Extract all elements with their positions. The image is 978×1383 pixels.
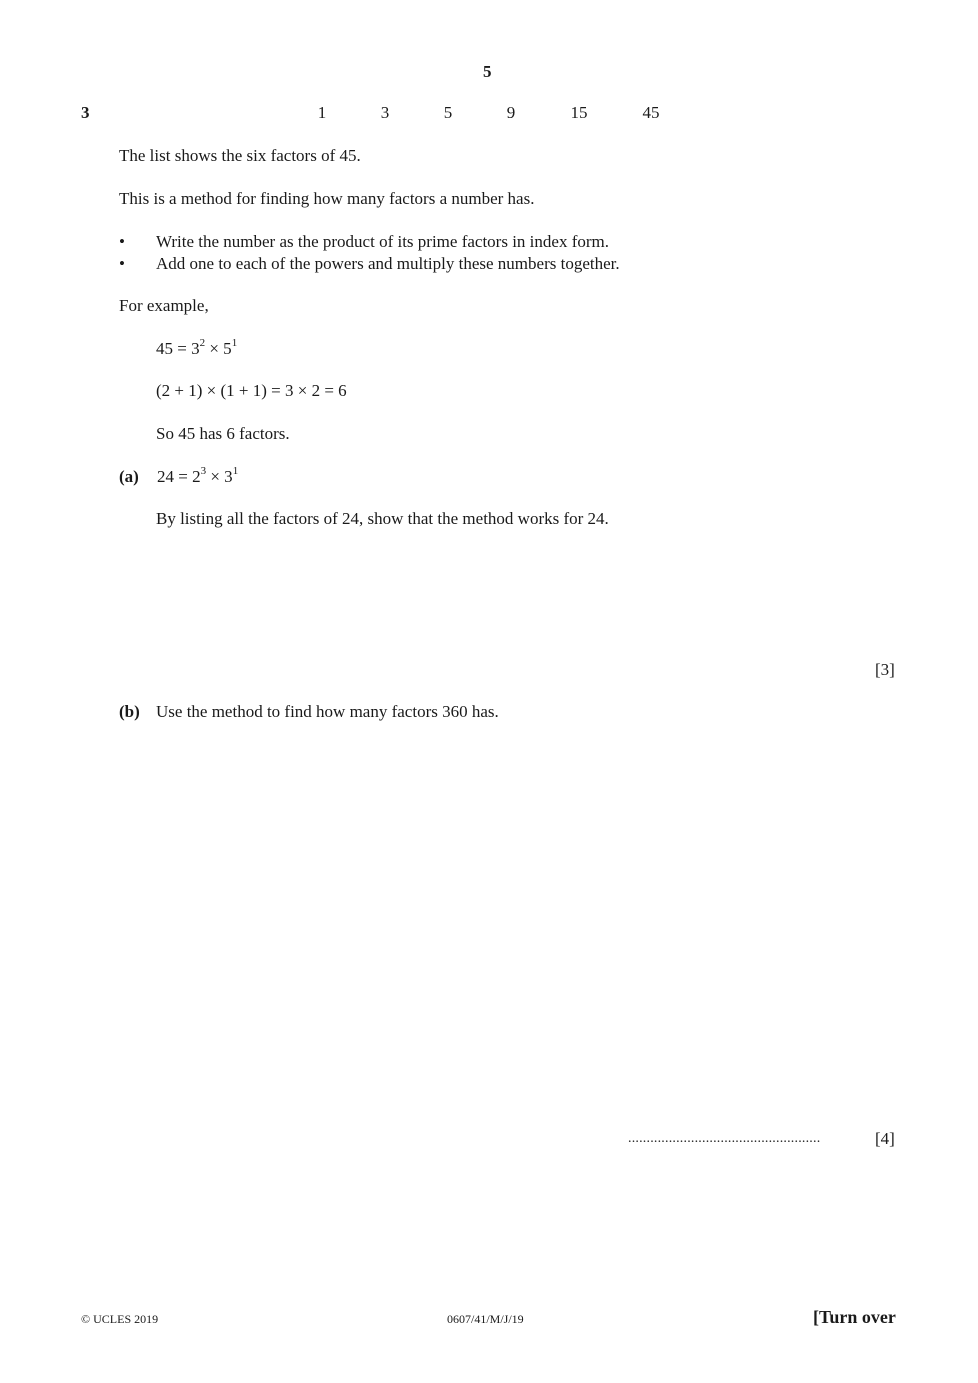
example-equation (156, 339, 237, 359)
method-intro-text: This is a method for finding how many factors a number has. (119, 189, 535, 208)
part-a-equation (157, 467, 238, 487)
exponent: 1 (231, 337, 238, 350)
page-number: 5 (483, 62, 492, 81)
factor-item: 9 (506, 103, 516, 122)
bullet-marker: • (119, 232, 125, 251)
example-calculation: (2 + 1) × (1 + 1) = 3 × 2 = 6 (156, 381, 347, 400)
footer-turn-over: [Turn over (813, 1307, 896, 1327)
question-number: 3 (81, 103, 90, 122)
factor-item: 3 (380, 103, 390, 122)
factor-item: 15 (570, 103, 588, 122)
exponent: 1 (232, 465, 239, 478)
part-a-answer-space[interactable] (119, 535, 879, 650)
factor-item: 1 (317, 103, 327, 122)
part-a-instruction: By listing all the factors of 24, show that the method works for 24. (156, 509, 609, 528)
equation-text: 24 = 2 (157, 467, 201, 486)
part-b-label: (b) (119, 702, 140, 721)
equation-text: × 3 (206, 467, 233, 486)
exponent: 2 (199, 337, 206, 350)
part-b-instruction: Use the method to find how many factors 360 has. (156, 702, 499, 721)
exponent: 3 (200, 465, 207, 478)
part-b-working-space[interactable] (119, 730, 879, 1120)
part-a-label: (a) (119, 467, 139, 486)
part-a-marks: [3] (875, 660, 895, 679)
factor-item: 5 (443, 103, 453, 122)
bullet-item: Write the number as the product of its prime factors in index form. (156, 232, 609, 251)
factor-item: 45 (642, 103, 660, 122)
intro-text: The list shows the six factors of 45. (119, 146, 361, 165)
example-conclusion: So 45 has 6 factors. (156, 424, 290, 443)
equation-text: × 5 (205, 339, 232, 358)
bullet-marker: • (119, 254, 125, 273)
footer-paper-code: 0607/41/M/J/19 (447, 1312, 524, 1326)
bullet-item: Add one to each of the powers and multiply these numbers together. (156, 254, 620, 273)
example-label: For example, (119, 296, 209, 315)
part-b-marks: [4] (875, 1129, 895, 1148)
footer-copyright: © UCLES 2019 (81, 1312, 159, 1326)
part-b-answer-line[interactable]: .................................................... (628, 1131, 821, 1146)
equation-text: 45 = 3 (156, 339, 200, 358)
